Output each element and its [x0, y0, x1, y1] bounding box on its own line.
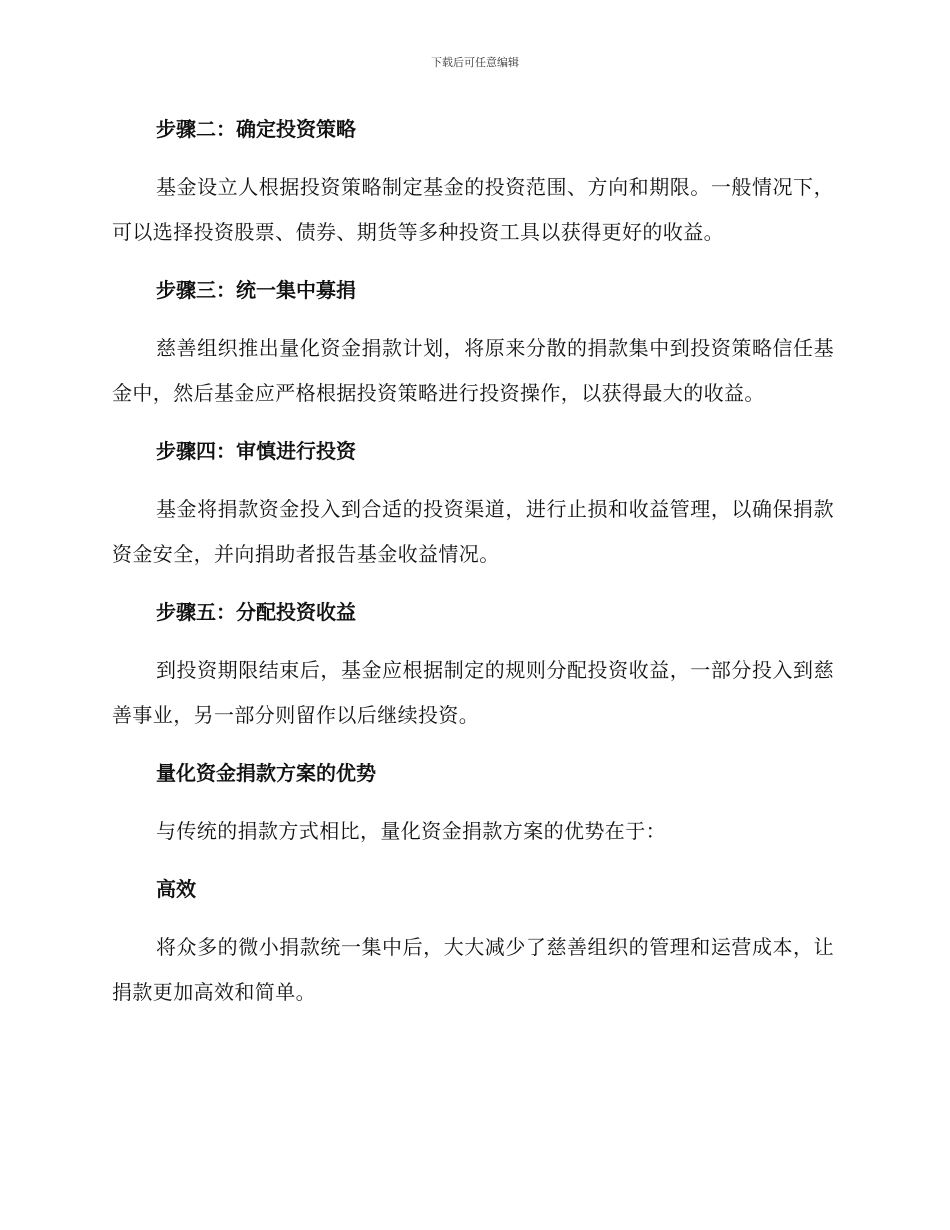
paragraph-efficiency: 将众多的微小捐款统一集中后，大大减少了慈善组织的管理和运营成本，让捐款更加高效和简单。	[112, 935, 834, 1004]
section-heading-advantages: 量化资金捐款方案的优势	[156, 761, 376, 785]
paragraph-step-4: 基金将捐款资金投入到合适的投资渠道，进行止损和收益管理，以确保捐款资金安全，并向捐助者报告基金收益情况。	[112, 497, 834, 566]
section-heading-step-3: 步骤三：统一集中募捐	[156, 278, 356, 302]
document-body	[112, 107, 834, 1028]
paragraph-step-5: 到投资期限结束后，基金应根据制定的规则分配投资收益，一部分投入到慈善事业，另一部分则留作以后继续投资。	[112, 658, 834, 727]
section-heading-efficiency: 高效	[156, 877, 196, 901]
page-header-note: 下载后可任意编辑	[431, 56, 519, 69]
paragraph-step-3: 慈善组织推出量化资金捐款计划，将原来分散的捐款集中到投资策略信任基金中，然后基金应严格根据投资策略进行投资操作，以获得最大的收益。	[112, 336, 834, 405]
section-heading-step-5: 步骤五：分配投资收益	[156, 600, 356, 624]
paragraph-step-2: 基金设立人根据投资策略制定基金的投资范围、方向和期限。一般情况下，可以选择投资股票、债券、期货等多种投资工具以获得更好的收益。	[112, 175, 834, 244]
paragraph-advantages-intro: 与传统的捐款方式相比，量化资金捐款方案的优势在于：	[156, 819, 666, 843]
section-heading-step-2: 步骤二：确定投资策略	[156, 117, 356, 141]
section-heading-step-4: 步骤四：审慎进行投资	[156, 439, 356, 463]
